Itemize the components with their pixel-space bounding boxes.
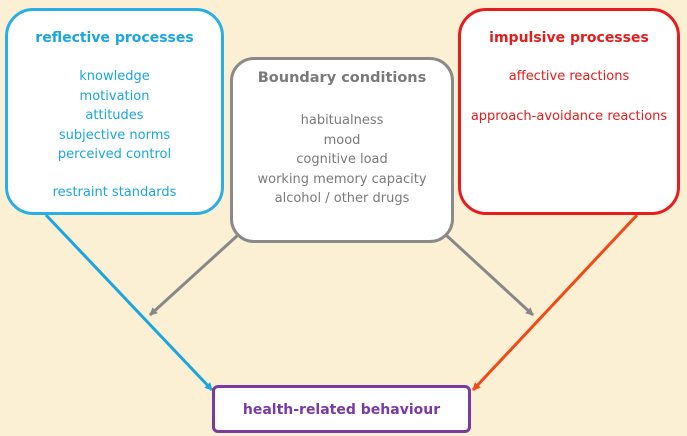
boundary-conditions-box <box>230 57 454 243</box>
boundary-item: working memory capacity <box>257 171 427 187</box>
reflective-item: knowledge <box>79 69 150 84</box>
reflective-item: motivation <box>79 88 150 104</box>
reflective-item: subjective norms <box>58 127 171 143</box>
boundary-item: habitualness <box>300 113 384 128</box>
boundary-item: mood <box>323 132 361 148</box>
reflective-item: attitudes <box>85 108 144 123</box>
impulsive-item: approach-avoidance reactions <box>470 108 668 124</box>
boundary-list <box>233 111 451 209</box>
reflective-extra-item: restraint standards <box>52 184 177 200</box>
boundary-item: alcohol / other drugs <box>274 191 410 206</box>
impulsive-processes-box <box>458 8 680 215</box>
reflective-to-behaviour-arrow <box>46 215 212 390</box>
boundary-item: cognitive load <box>296 152 388 167</box>
impulsive-to-behaviour-arrow <box>473 215 637 390</box>
reflective-processes-box <box>5 8 224 215</box>
reflective-list <box>8 67 221 165</box>
reflective-item: perceived control <box>57 147 172 162</box>
impulsive-item: affective reactions <box>508 69 630 84</box>
reflective-title: reflective processes <box>35 30 194 46</box>
impulsive-title: impulsive processes <box>489 30 649 46</box>
impulsive-list <box>461 67 677 126</box>
boundary-title: Boundary conditions <box>257 70 427 86</box>
boundary-to-impulsive-path-arrow <box>446 235 533 315</box>
health-related-behaviour-box <box>212 385 471 433</box>
boundary-to-reflective-path-arrow <box>150 235 238 315</box>
outcome-title: health-related behaviour <box>242 402 441 418</box>
